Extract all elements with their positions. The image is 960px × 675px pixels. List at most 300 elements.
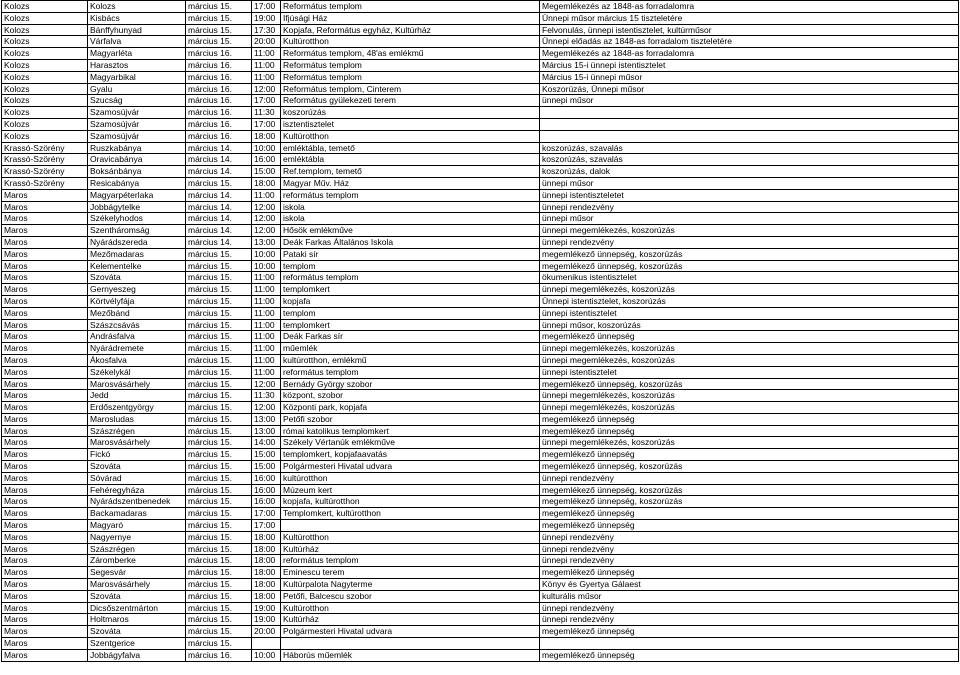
town-cell: Mezőmadaras (88, 248, 186, 260)
table-row (2, 579, 959, 591)
venue-cell: kultúrotthon (281, 472, 540, 484)
program-cell: koszorúzás, szavalás (540, 154, 959, 166)
program-cell: megemlékező ünnepség, koszorúzás (540, 378, 959, 390)
time-cell: 13:00 (252, 425, 281, 437)
date-cell: március 16. (186, 118, 252, 130)
date-cell: március 15. (186, 425, 252, 437)
time-cell: 10:00 (252, 248, 281, 260)
county-cell: Maros (2, 590, 88, 602)
venue-cell: Református templom, Cinterem (281, 83, 540, 95)
date-cell: március 16. (186, 107, 252, 119)
county-cell: Kolozs (2, 24, 88, 36)
town-cell: Fehéregyháza (88, 484, 186, 496)
program-cell: Felvonulás, ünnepi istentisztelet, kultúrműsor (540, 24, 959, 36)
town-cell: Mezőbánd (88, 307, 186, 319)
county-cell: Kolozs (2, 130, 88, 142)
county-cell: Maros (2, 225, 88, 237)
date-cell: március 15. (186, 354, 252, 366)
county-cell: Kolozs (2, 107, 88, 119)
table-row (2, 272, 959, 284)
town-cell: Szentháromság (88, 225, 186, 237)
time-cell: 19:00 (252, 602, 281, 614)
time-cell: 20:00 (252, 626, 281, 638)
program-cell: ünnepi rendezvény (540, 201, 959, 213)
town-cell: Szováta (88, 272, 186, 284)
venue-cell: Múzeum kert (281, 484, 540, 496)
venue-cell: templomkert, kopjafaavatás (281, 449, 540, 461)
county-cell: Kolozs (2, 59, 88, 71)
program-cell: kulturális műsor (540, 590, 959, 602)
program-cell: ünnepi műsor (540, 213, 959, 225)
time-cell: 19:00 (252, 614, 281, 626)
program-cell: ünnepi rendezvény (540, 555, 959, 567)
table-row (2, 425, 959, 437)
county-cell: Maros (2, 472, 88, 484)
time-cell: 12:00 (252, 213, 281, 225)
program-cell: ünnepi istentiszteletet (540, 189, 959, 201)
time-cell: 11:00 (252, 295, 281, 307)
town-cell: Marosvásárhely (88, 437, 186, 449)
events-table (1, 0, 959, 662)
county-cell: Kolozs (2, 71, 88, 83)
table-row (2, 366, 959, 378)
county-cell: Maros (2, 567, 88, 579)
county-cell: Maros (2, 638, 88, 650)
venue-cell: Magyar Műv. Ház (281, 177, 540, 189)
program-cell: Megemlékezés az 1848-as forradalomra (540, 1, 959, 13)
venue-cell (281, 520, 540, 532)
town-cell: Marosludas (88, 413, 186, 425)
venue-cell: templomkert (281, 319, 540, 331)
table-row (2, 378, 959, 390)
town-cell: Gernyeszeg (88, 284, 186, 296)
date-cell: március 16. (186, 83, 252, 95)
town-cell: Szamosújvár (88, 130, 186, 142)
venue-cell: Kultúrpalota Nagyterme (281, 579, 540, 591)
date-cell: március 14. (186, 201, 252, 213)
date-cell: március 15. (186, 638, 252, 650)
venue-cell: Templomkert, kultúrotthon (281, 508, 540, 520)
table-row (2, 177, 959, 189)
time-cell: 17:00 (252, 118, 281, 130)
table-row (2, 390, 959, 402)
table-row (2, 95, 959, 107)
venue-cell: emléktábla, temető (281, 142, 540, 154)
town-cell: Magyaró (88, 520, 186, 532)
venue-cell: kopjafa, kultúrotthon (281, 496, 540, 508)
venue-cell: Ref.templom, temető (281, 166, 540, 178)
venue-cell: római katolikus templomkert (281, 425, 540, 437)
county-cell: Maros (2, 260, 88, 272)
table-row (2, 307, 959, 319)
date-cell: március 15. (186, 260, 252, 272)
date-cell: március 15. (186, 626, 252, 638)
county-cell: Maros (2, 437, 88, 449)
county-cell: Kolozs (2, 83, 88, 95)
table-row (2, 260, 959, 272)
date-cell: március 15. (186, 177, 252, 189)
time-cell: 15:00 (252, 461, 281, 473)
county-cell: Maros (2, 390, 88, 402)
time-cell: 11:00 (252, 48, 281, 60)
town-cell: Szováta (88, 626, 186, 638)
table-row (2, 343, 959, 355)
venue-cell: kopjafa (281, 295, 540, 307)
date-cell: március 15. (186, 461, 252, 473)
program-cell: ünnepi rendezvény (540, 614, 959, 626)
program-cell: koszorúzás, szavalás (540, 142, 959, 154)
table-row (2, 118, 959, 130)
time-cell: 12:00 (252, 402, 281, 414)
venue-cell: Református templom (281, 59, 540, 71)
program-cell (540, 107, 959, 119)
venue-cell: Központi park, kopjafa (281, 402, 540, 414)
county-cell: Maros (2, 402, 88, 414)
time-cell: 18:00 (252, 555, 281, 567)
town-cell: Ruszkabánya (88, 142, 186, 154)
table-row (2, 331, 959, 343)
table-row (2, 602, 959, 614)
county-cell: Maros (2, 331, 88, 343)
town-cell: Holtmaros (88, 614, 186, 626)
program-cell: megemlékező ünnepség (540, 567, 959, 579)
date-cell: március 15. (186, 567, 252, 579)
program-cell: ünnepi műsor (540, 95, 959, 107)
time-cell: 11:00 (252, 307, 281, 319)
time-cell: 18:00 (252, 130, 281, 142)
date-cell: március 15. (186, 484, 252, 496)
venue-cell: templomkert (281, 284, 540, 296)
venue-cell: koszorúzás (281, 107, 540, 119)
program-cell: ünnepi műsor, koszorúzás (540, 319, 959, 331)
venue-cell: Polgármesteri Hivatal udvara (281, 461, 540, 473)
town-cell: Andrásfalva (88, 331, 186, 343)
town-cell: Harasztos (88, 59, 186, 71)
program-cell: Március 15-i ünnepi műsor (540, 71, 959, 83)
town-cell: Székelyhodos (88, 213, 186, 225)
town-cell: Segesvár (88, 567, 186, 579)
date-cell: március 15. (186, 307, 252, 319)
date-cell: március 15. (186, 449, 252, 461)
county-cell: Krassó-Szörény (2, 142, 88, 154)
town-cell: Szamosújvár (88, 107, 186, 119)
date-cell: március 16. (186, 130, 252, 142)
table-row (2, 413, 959, 425)
time-cell: 19:00 (252, 12, 281, 24)
county-cell: Maros (2, 531, 88, 543)
program-cell: ünnepi megemlékezés, koszorúzás (540, 343, 959, 355)
town-cell: Magyarpéterlaka (88, 189, 186, 201)
county-cell: Maros (2, 484, 88, 496)
town-cell: Kelementelke (88, 260, 186, 272)
town-cell: Marosvásárhely (88, 579, 186, 591)
town-cell: Szamosújvár (88, 118, 186, 130)
table-row (2, 295, 959, 307)
program-cell (540, 130, 959, 142)
events-table-body (2, 1, 959, 662)
time-cell: 11:00 (252, 319, 281, 331)
time-cell: 16:00 (252, 472, 281, 484)
time-cell: 11:00 (252, 71, 281, 83)
county-cell: Maros (2, 307, 88, 319)
town-cell: Nyárádremete (88, 343, 186, 355)
venue-cell: műemlék (281, 343, 540, 355)
program-cell: megemlékező ünnepség (540, 425, 959, 437)
table-row (2, 213, 959, 225)
date-cell: március 14. (186, 189, 252, 201)
program-cell: Megemlékezés az 1848-as forradalomra (540, 48, 959, 60)
county-cell: Maros (2, 649, 88, 661)
time-cell: 11:00 (252, 59, 281, 71)
venue-cell: Polgármesteri Hivatal udvara (281, 626, 540, 638)
program-cell: megemlékező ünnepség, koszorúzás (540, 461, 959, 473)
town-cell: Szentgerice (88, 638, 186, 650)
venue-cell: Kultúrotthon (281, 531, 540, 543)
town-cell: Szucság (88, 95, 186, 107)
date-cell: március 14. (186, 142, 252, 154)
county-cell: Maros (2, 189, 88, 201)
town-cell: Szászrégen (88, 543, 186, 555)
program-cell: ünnepi megemlékezés, koszorúzás (540, 390, 959, 402)
venue-cell: Ifjúsági Ház (281, 12, 540, 24)
venue-cell: Bernády György szobor (281, 378, 540, 390)
county-cell: Maros (2, 449, 88, 461)
table-row (2, 461, 959, 473)
venue-cell: Kultúrotthon (281, 602, 540, 614)
county-cell: Maros (2, 354, 88, 366)
venue-cell: Kopjafa, Református egyház, Kultúrház (281, 24, 540, 36)
venue-cell: Kultúrotthon (281, 130, 540, 142)
time-cell: 18:00 (252, 590, 281, 602)
date-cell: március 15. (186, 284, 252, 296)
town-cell: Szováta (88, 461, 186, 473)
county-cell: Maros (2, 366, 88, 378)
county-cell: Kolozs (2, 36, 88, 48)
town-cell: Székelykál (88, 366, 186, 378)
table-row (2, 12, 959, 24)
date-cell: március 15. (186, 295, 252, 307)
program-cell: ökumenikus istentisztelet (540, 272, 959, 284)
time-cell: 10:00 (252, 260, 281, 272)
table-row (2, 154, 959, 166)
county-cell: Krassó-Szörény (2, 177, 88, 189)
table-row (2, 166, 959, 178)
table-row (2, 83, 959, 95)
county-cell: Maros (2, 272, 88, 284)
time-cell: 16:00 (252, 496, 281, 508)
date-cell: március 15. (186, 1, 252, 13)
table-row (2, 354, 959, 366)
venue-cell: Petőfi, Balcescu szobor (281, 590, 540, 602)
venue-cell: református templom (281, 366, 540, 378)
county-cell: Maros (2, 343, 88, 355)
table-row (2, 472, 959, 484)
program-cell: ünnepi műsor (540, 177, 959, 189)
town-cell: Záromberke (88, 555, 186, 567)
venue-cell: református templom (281, 189, 540, 201)
county-cell: Maros (2, 284, 88, 296)
time-cell: 11:00 (252, 284, 281, 296)
time-cell: 20:00 (252, 36, 281, 48)
time-cell: 18:00 (252, 531, 281, 543)
venue-cell: Eminescu terem (281, 567, 540, 579)
program-cell: ünnepi megemlékezés, koszorúzás (540, 437, 959, 449)
town-cell: Magyarbikal (88, 71, 186, 83)
venue-cell: Kultúrotthon (281, 36, 540, 48)
table-row (2, 284, 959, 296)
town-cell: Várfalva (88, 36, 186, 48)
program-cell: ünnepi rendezvény (540, 531, 959, 543)
date-cell: március 15. (186, 520, 252, 532)
table-row (2, 107, 959, 119)
program-cell (540, 118, 959, 130)
venue-cell: Deák Farkas Általános Iskola (281, 236, 540, 248)
program-cell: ünnepi rendezvény (540, 236, 959, 248)
program-cell: ünnepi rendezvény (540, 602, 959, 614)
table-row (2, 59, 959, 71)
county-cell: Maros (2, 496, 88, 508)
county-cell: Kolozs (2, 48, 88, 60)
date-cell: március 15. (186, 248, 252, 260)
date-cell: március 15. (186, 602, 252, 614)
program-cell (540, 638, 959, 650)
time-cell: 18:00 (252, 567, 281, 579)
date-cell: március 16. (186, 649, 252, 661)
program-cell: Ünnepi előadás az 1848-as forradalom tiszteletére (540, 36, 959, 48)
county-cell: Maros (2, 602, 88, 614)
venue-cell: Pataki sír (281, 248, 540, 260)
county-cell: Maros (2, 425, 88, 437)
time-cell: 18:00 (252, 177, 281, 189)
time-cell: 11:00 (252, 272, 281, 284)
venue-cell: Petőfi szobor (281, 413, 540, 425)
program-cell: ünnepi megemlékezés, koszorúzás (540, 225, 959, 237)
town-cell: Jobbágytelke (88, 201, 186, 213)
county-cell: Maros (2, 248, 88, 260)
program-cell: megemlékező ünnepség (540, 508, 959, 520)
venue-cell: templom (281, 260, 540, 272)
town-cell: Jobbágyfalva (88, 649, 186, 661)
table-row (2, 520, 959, 532)
county-cell: Maros (2, 626, 88, 638)
town-cell: Kolozs (88, 1, 186, 13)
county-cell: Kolozs (2, 1, 88, 13)
date-cell: március 16. (186, 71, 252, 83)
county-cell: Maros (2, 461, 88, 473)
table-row (2, 543, 959, 555)
county-cell: Maros (2, 413, 88, 425)
date-cell: március 14. (186, 166, 252, 178)
time-cell: 11:00 (252, 343, 281, 355)
time-cell: 17:00 (252, 520, 281, 532)
table-row (2, 638, 959, 650)
date-cell: március 15. (186, 508, 252, 520)
date-cell: március 14. (186, 225, 252, 237)
date-cell: március 15. (186, 343, 252, 355)
town-cell: Ákosfalva (88, 354, 186, 366)
time-cell: 17:30 (252, 24, 281, 36)
county-cell: Maros (2, 378, 88, 390)
venue-cell: kultúrotthon, emlékmű (281, 354, 540, 366)
date-cell: március 15. (186, 331, 252, 343)
time-cell: 11:00 (252, 354, 281, 366)
time-cell (252, 638, 281, 650)
county-cell: Kolozs (2, 95, 88, 107)
time-cell: 10:00 (252, 649, 281, 661)
town-cell: Nyárádszentbenedek (88, 496, 186, 508)
table-row (2, 402, 959, 414)
table-row (2, 36, 959, 48)
town-cell: Fickó (88, 449, 186, 461)
time-cell: 11:30 (252, 107, 281, 119)
table-row (2, 48, 959, 60)
date-cell: március 15. (186, 437, 252, 449)
table-row (2, 449, 959, 461)
time-cell: 12:00 (252, 201, 281, 213)
time-cell: 14:00 (252, 437, 281, 449)
time-cell: 11:00 (252, 189, 281, 201)
town-cell: Nyárádszereda (88, 236, 186, 248)
county-cell: Maros (2, 213, 88, 225)
time-cell: 15:00 (252, 449, 281, 461)
time-cell: 16:00 (252, 154, 281, 166)
date-cell: március 15. (186, 378, 252, 390)
county-cell: Krassó-Szörény (2, 154, 88, 166)
county-cell: Maros (2, 543, 88, 555)
program-cell: megemlékező ünnepség, koszorúzás (540, 260, 959, 272)
town-cell: Szászrégen (88, 425, 186, 437)
program-cell: Március 15-i ünnepi istentisztelet (540, 59, 959, 71)
date-cell: március 15. (186, 496, 252, 508)
time-cell: 16:00 (252, 484, 281, 496)
program-cell: megemlékező ünnepség, koszorúzás (540, 484, 959, 496)
date-cell: március 15. (186, 24, 252, 36)
town-cell: Szászcsávás (88, 319, 186, 331)
town-cell: Kisbács (88, 12, 186, 24)
table-row (2, 189, 959, 201)
venue-cell: Székely Vértanúk emlékműve (281, 437, 540, 449)
date-cell: március 16. (186, 48, 252, 60)
venue-cell: református templom (281, 555, 540, 567)
venue-cell: Kultúrház (281, 614, 540, 626)
time-cell: 10:00 (252, 142, 281, 154)
venue-cell: Református templom, 48'as emlékmű (281, 48, 540, 60)
time-cell: 12:00 (252, 83, 281, 95)
town-cell: Dicsőszentmárton (88, 602, 186, 614)
program-cell: megemlékező ünnepség (540, 331, 959, 343)
venue-cell: Református templom (281, 71, 540, 83)
time-cell: 12:00 (252, 225, 281, 237)
program-cell: megemlékező ünnepség (540, 449, 959, 461)
county-cell: Krassó-Szörény (2, 166, 88, 178)
table-row (2, 24, 959, 36)
program-cell: Ünnepi istentisztelet, koszorúzás (540, 295, 959, 307)
time-cell: 18:00 (252, 579, 281, 591)
venue-cell: Kultúrház (281, 543, 540, 555)
town-cell: Magyarléta (88, 48, 186, 60)
venue-cell: Hősök emlékműve (281, 225, 540, 237)
program-cell: Ünnepi műsor március 15 tiszteletére (540, 12, 959, 24)
county-cell: Maros (2, 201, 88, 213)
table-row (2, 130, 959, 142)
county-cell: Kolozs (2, 118, 88, 130)
program-cell: megemlékező ünnepség, koszorúzás (540, 248, 959, 260)
date-cell: március 15. (186, 36, 252, 48)
town-cell: Erdőszentgyörgy (88, 402, 186, 414)
town-cell: Resicabánya (88, 177, 186, 189)
date-cell: március 15. (186, 390, 252, 402)
date-cell: március 15. (186, 12, 252, 24)
